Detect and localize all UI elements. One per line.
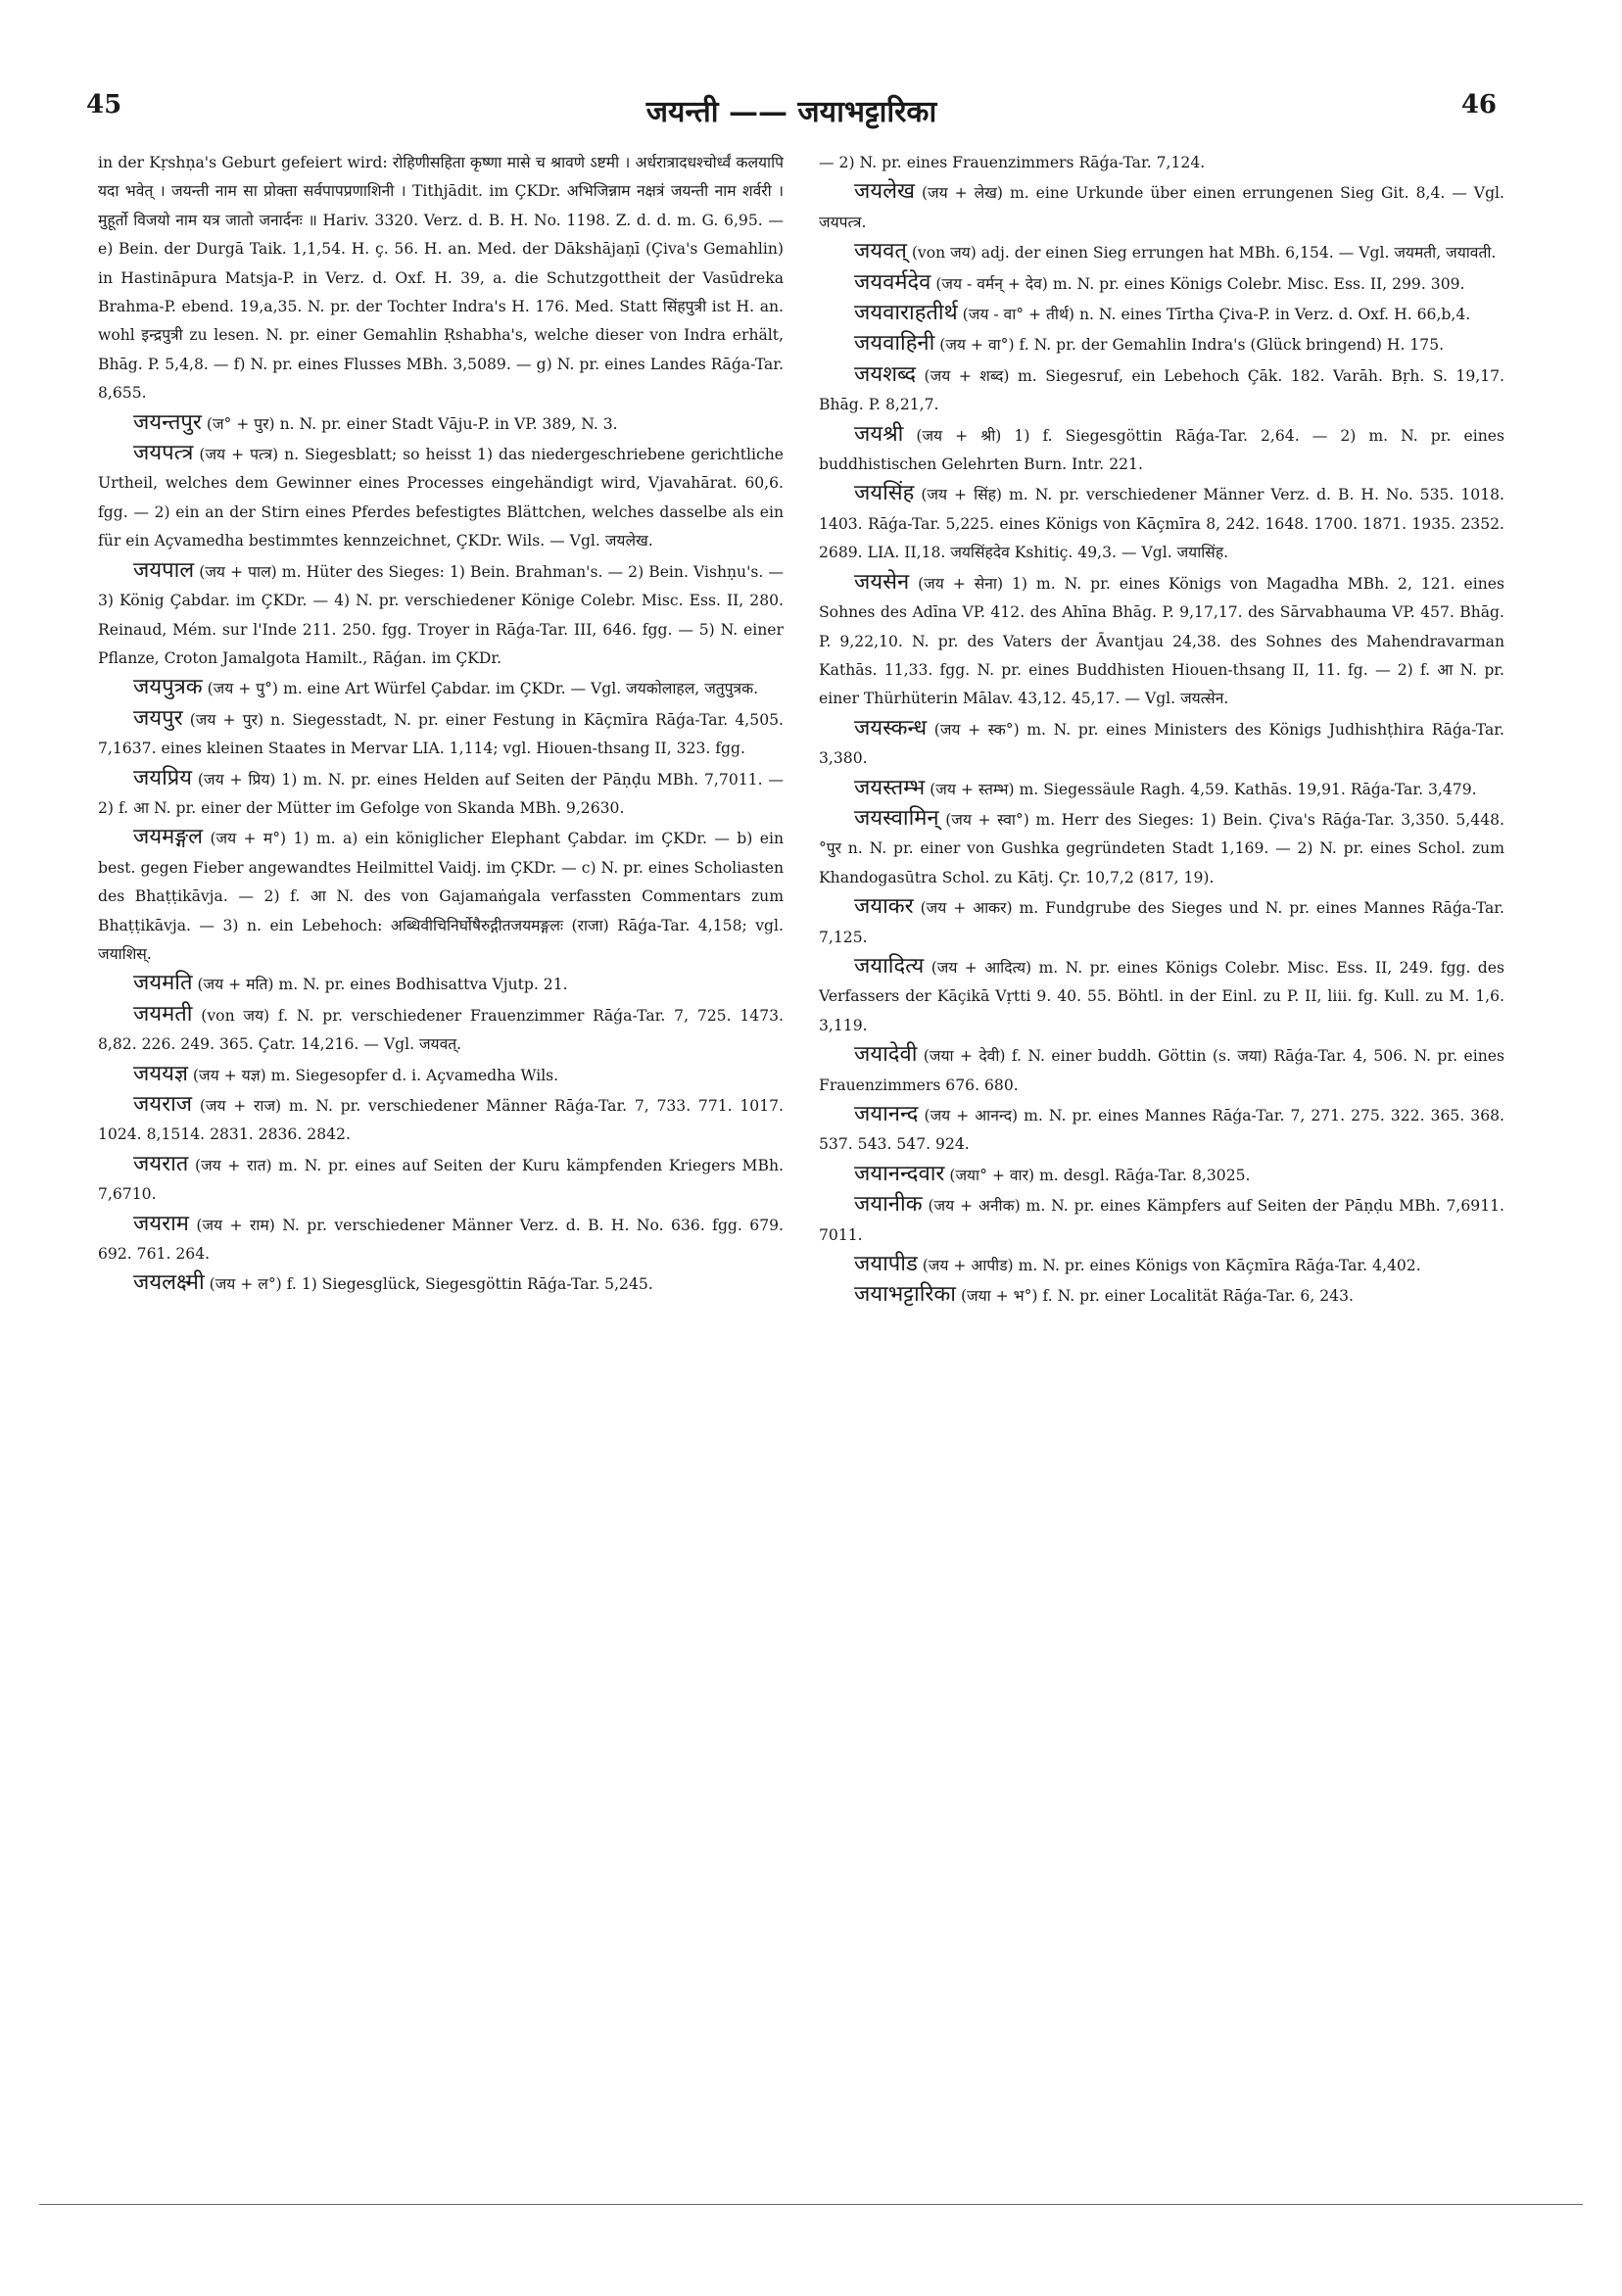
dictionary-entry [98, 1060, 784, 1090]
left-column [98, 149, 784, 1300]
entry-definition: (जया + देवी) f. N. einer buddh. Göttin (s. जया) Rāǵa-Tar. 4, 506. N. pr. eines Frauenzimmers 676. 680. [819, 1047, 1504, 1094]
entry-definition: (जय + लेख) m. eine Urkunde über einen errungenen Sieg Git. 8,4. — Vgl. जयपत्त्र. [819, 184, 1504, 231]
entry-headword: जयस्वामिन् [854, 805, 939, 831]
dictionary-entry [819, 420, 1504, 480]
entry-definition: (जय + अनीक) m. N. pr. eines Kämpfers auf Seiten der Pāṇḍu MBh. 7,6911. 7011. [819, 1197, 1504, 1244]
entry-headword: जयादेवी [854, 1042, 918, 1068]
entry-definition: (von जय) adj. der einen Sieg errungen hat MBh. 6,154. — Vgl. जयमती, जयावती. [906, 244, 1497, 263]
entry-headword: जयलेख [854, 179, 915, 205]
entry-headword: जयवर्मदेव [854, 269, 931, 295]
dictionary-entry [98, 439, 784, 556]
dictionary-entry [819, 1250, 1504, 1280]
entry-definition: — 2) N. pr. eines Frauenzimmers Rāǵa-Tar. 7,124. [819, 154, 1206, 171]
dictionary-entry [819, 804, 1504, 892]
entry-headword: जयाभट्टारिका [854, 1282, 956, 1308]
entry-definition: (ज° + पुर) n. N. pr. einer Stadt Vāju-P. in VP. 389, N. 3. [201, 414, 618, 433]
dictionary-entry [98, 1000, 784, 1060]
dictionary-entry [819, 1190, 1504, 1250]
dictionary-entry [98, 673, 784, 703]
entry-headword: जयसिंह [854, 481, 915, 506]
entry-headword: जयमङ्गल [133, 825, 204, 850]
entry-definition: (जय + आनन्द) m. N. pr. eines Mannes Rāǵa-Tar. 7, 271. 275. 322. 365. 368. 537. 543. 547. 924. [819, 1107, 1504, 1154]
entry-definition: (जया + भ°) f. N. pr. einer Localität Rāǵa-Tar. 6, 243. [956, 1287, 1354, 1306]
dictionary-entry [98, 556, 784, 674]
footer-rule [39, 2204, 1583, 2205]
dictionary-entry [98, 1150, 784, 1210]
entry-headword: जयरात [133, 1151, 189, 1176]
page-number-left: 45 [86, 90, 122, 120]
entry-definition: (जय + म°) 1) m. a) ein königlicher Elephant Çabdar. im ÇKDr. — b) ein best. gegen Fieber angewandtes Heilmittel Vaidj. im ÇKDr. — c) N. pr. eines Scholiasten des Bhaṭṭikāvja. — 2) f. आ N. des von Gajamaṅgala verfassten Commentars zum Bhaṭṭikāvja. — 3) n. ein Lebehoch: अब्धिवीचिनिर्घोषैरुद्गीतजयमङ्गलः (राजा) Rāǵa-Tar. 4,158; vgl. जयाशिस्. [98, 830, 784, 963]
dictionary-entry [819, 479, 1504, 567]
dictionary-entry [819, 568, 1504, 714]
entry-definition: (जय + आकर) m. Fundgrube des Sieges und N. pr. eines Mannes Rāǵa-Tar. 7,125. [819, 899, 1504, 946]
dictionary-entry [98, 704, 784, 764]
entry-headword: जयलक्ष्मी [133, 1270, 205, 1296]
entry-headword: जयानन्द [854, 1102, 919, 1126]
entry-definition: (जया° + वार) m. desgl. Rāǵa-Tar. 8,3025. [944, 1166, 1251, 1184]
dictionary-entry [819, 268, 1504, 299]
entry-headword: जयपाल [133, 557, 195, 583]
entry-headword: जयपत्त्र [133, 441, 194, 466]
entry-headword: जयपुत्रक [133, 675, 203, 700]
entry-definition: (जय + सिंह) m. N. pr. verschiedener Männer Verz. d. B. H. No. 535. 1018. 1403. Rāǵa-Tar. 5,225. eines Königs von Kāçmīra 8, 242. 1648. 1700. 1871. 1935. 2352. 2689. LIA. II,18. जयसिंहदेव Kshitiç. 49,3. — Vgl. जयासिंह. [819, 486, 1504, 562]
dictionary-entry [819, 714, 1504, 774]
entry-definition: (जय + आपीड) m. N. pr. eines Königs von Kāçmīra Rāǵa-Tar. 4,402. [917, 1257, 1421, 1275]
entry-headword: जयराम [133, 1211, 189, 1236]
dictionary-entry [819, 177, 1504, 237]
dictionary-entry [819, 1280, 1504, 1311]
entry-definition: (जय + स्तम्भ) m. Siegessäule Ragh. 4,59. Kathās. 19,91. Rāǵa-Tar. 3,479. [925, 780, 1477, 798]
dictionary-entry [819, 237, 1504, 267]
entry-headword: जयन्तपुर [133, 409, 202, 435]
entry-definition: (जय + प्रिय) 1) m. N. pr. eines Helden auf Seiten der Pāṇḍu MBh. 7,7011. — 2) f. आ N. pr. einer der Mütter im Gefolge von Skanda MBh. 9,2630. [98, 770, 784, 817]
dictionary-entry [98, 1210, 784, 1269]
entry-definition: (जय + मति) m. N. pr. eines Bodhisattva Vjutp. 21. [192, 976, 568, 994]
dictionary-entry [819, 1160, 1504, 1190]
entry-headword: जयानन्दवार [854, 1161, 945, 1186]
entry-definition: (जय + आदित्य) m. N. pr. eines Königs Colebr. Misc. Ess. II, 249. fgg. des Verfassers der Kāçikā Vṛtti 9. 40. 55. Böhtl. in der Einl. zu P. II, liii. fg. Kull. zu M. 1,6. 3,119. [819, 958, 1504, 1034]
entry-definition: (जय + श्री) 1) f. Siegesgöttin Rāǵa-Tar. 2,64. — 2) m. N. pr. eines buddhistischen Gelehrten Burn. Intr. 221. [819, 426, 1504, 474]
running-title: जयन्ती —— जयाभट्टारिका [645, 95, 937, 129]
dictionary-entry [819, 774, 1504, 804]
entry-headword: जयमती [133, 1001, 193, 1027]
dictionary-entry [819, 299, 1504, 329]
entry-headword: जयपुर [133, 705, 183, 731]
dictionary-entry [819, 360, 1504, 420]
dictionary-entry [819, 952, 1504, 1040]
dictionary-entry [98, 408, 784, 439]
entry-definition: (जय + ल°) f. 1) Siegesglück, Siegesgöttin Rāǵa-Tar. 5,245. [204, 1275, 653, 1294]
entry-definition: (जय + वा°) f. N. pr. der Gemahlin Indra's (Glück bringend) H. 175. [934, 336, 1445, 355]
entry-continuation [98, 149, 784, 408]
entry-headword: जययज्ञ [133, 1061, 188, 1086]
entry-definition: (जय + राम) N. pr. verschiedener Männer Verz. d. B. H. No. 636. fgg. 679. 692. 761. 264. [98, 1216, 784, 1264]
entry-headword: जयवाहिनी [854, 331, 935, 357]
dictionary-entry [98, 969, 784, 999]
entry-definition: (जय + स्वा°) m. Herr des Sieges: 1) Bein. Çiva's Rāǵa-Tar. 3,350. 5,448. °पुर n. N. pr. einer von Gushka gegründeten Stadt 1,169. — 2) N. pr. eines Schol. zum Khandogasūtra Schol. zu Kātj. Çr. 10,7,2 (817, 19). [819, 810, 1504, 886]
right-column [819, 149, 1504, 1312]
entry-headword: जयापीड [854, 1252, 918, 1277]
entry-definition: (जय + स्क°) m. N. pr. eines Ministers des Königs Judhishṭhira Rāǵa-Tar. 3,380. [819, 720, 1504, 768]
entry-definition: (जय - वर्मन् + देव) m. N. pr. eines Königs Colebr. Misc. Ess. II, 299. 309. [930, 274, 1465, 293]
dictionary-entry [819, 892, 1504, 952]
entry-headword: जयशब्द [854, 361, 917, 387]
entry-headword: जयस्तम्भ [854, 775, 926, 800]
entry-headword: जयानीक [854, 1192, 923, 1218]
entry-headword: जयस्कन्ध [854, 715, 928, 741]
entry-headword: जयश्री [854, 421, 904, 447]
entry-headword: जयप्रिय [133, 765, 193, 790]
entry-definition: (जय + राज) m. N. pr. verschiedener Männer Rāǵa-Tar. 7, 733. 771. 1017. 1024. 8,1514. 2831. 2836. 2842. [98, 1097, 784, 1144]
dictionary-entry [98, 1268, 784, 1299]
dictionary-entry [98, 764, 784, 824]
page-header [86, 90, 1497, 139]
entry-headword: जयवत् [854, 239, 907, 264]
entry-definition: (जय - वा° + तीर्थ) n. N. eines Tīrtha Çiva-P. in Verz. d. Oxf. H. 66,b,4. [957, 306, 1471, 324]
entry-headword: जयवाराहतीर्थ [854, 301, 958, 326]
entry-headword: जयसेन [854, 569, 910, 595]
dictionary-entry [819, 1040, 1504, 1100]
dictionary-entry [819, 1100, 1504, 1160]
entry-definition: (जय + यज्ञ) m. Siegesopfer d. i. Açvamedha Wils. [187, 1066, 559, 1084]
entry-headword: जयाकर [854, 894, 914, 920]
dictionary-entry [98, 1090, 784, 1150]
entry-definition: (जय + रात) m. N. pr. eines auf Seiten der Kuru kämpfenden Kriegers MBh. 7,6710. [98, 1156, 784, 1204]
entry-definition: (जय + पुर) n. Siegesstadt, N. pr. einer Festung in Kāçmīra Rāǵa-Tar. 4,505. 7,1637. eines kleinen Staates in Mervar LIA. 1,114; vgl. Hiouen-thsang II, 323. fgg. [98, 710, 784, 758]
dictionary-entry [819, 329, 1504, 359]
entry-headword: जयादित्य [854, 953, 925, 979]
entry-continuation [819, 149, 1504, 177]
entry-definition: (जय + पाल) m. Hüter des Sieges: 1) Bein. Brahman's. — 2) Bein. Vishṇu's. — 3) König Çabdar. im ÇKDr. — 4) N. pr. verschiedener Könige Colebr. Misc. Ess. II, 280. Reinaud, Mém. sur l'Inde 211. 250. fgg. Troyer in Rāǵa-Tar. III, 646. fgg. — 5) N. einer Pflanze, Croton Jamalgota Hamilt., Rāǵan. im ÇKDr. [98, 562, 784, 667]
entry-definition: (जय + शब्द) m. Siegesruf, ein Lebehoch Çāk. 182. Varāh. Bṛh. S. 19,17. Bhāg. P. 8,21,7. [819, 366, 1504, 414]
dictionary-entry [98, 823, 784, 969]
entry-definition: (जय + सेना) 1) m. N. pr. eines Königs von Magadha MBh. 2, 121. eines Sohnes des Adīna VP. 412. des Ahīna Bhāg. P. 9,17,17. des Sārvabhauma VP. 457. Bhāg. P. 9,22,10. N. pr. des Vaters der Āvantjau 24,38. des Sohnes des Mahendravarman Kathās. 11,33. fgg. N. pr. eines Buddhisten Hiouen-thsang II, 11. fg. — 2) f. आ N. pr. einer Thürhüterin Mālav. 43,12. 45,17. — Vgl. जयत्सेन. [819, 574, 1504, 708]
entry-definition: (जय + पत्त्र) n. Siegesblatt; so heisst 1) das niedergeschriebene gerichtliche Urtheil, welches dem Gewinner eines Processes eingehändigt wird, Vjavahārat. 60,6. fgg. — 2) ein an der Stirn eines Pferdes befestigtes Blättchen, welches dasselbe als ein für ein Açvamedha bestimmtes kennzeichnet, ÇKDr. Wils. — Vgl. जयलेख. [98, 446, 784, 550]
entry-definition: (von जय) f. N. pr. verschiedener Frauenzimmer Rāǵa-Tar. 7, 725. 1473. 8,82. 226. 249. 365. Çatr. 14,216. — Vgl. जयवत्. [98, 1006, 784, 1054]
entry-definition: (जय + पु°) m. eine Art Würfel Çabdar. im ÇKDr. — Vgl. जयकोलाहल, जतुपुत्रक. [202, 680, 759, 698]
entry-headword: जयमति [133, 971, 193, 996]
entry-headword: जयराज [133, 1092, 193, 1117]
page-number-right: 46 [1460, 90, 1497, 120]
entry-definition: in der Kṛshṇa's Geburt gefeiert wird: रोहिणीसहिता कृष्णा मासे च श्रावणे ऽष्टमी । अर्धरात्रादधश्चोर्ध्वं कलयापि यदा भवेत् । जयन्ती नाम सा प्रोक्ता सर्वपापप्रणाशिनी । Tithjādit. im ÇKDr. अभिजिन्नाम नक्षत्रं जयन्ती नाम शर्वरी । मुहूर्तो विजयो नाम यत्र जातो जनार्दनः ॥ Hariv. 3320. Verz. d. B. H. No. 1198. Z. d. d. m. G. 6,95. — e) Bein. der Durgā Taik. 1,1,54. H. ç. 56. H. an. Med. der Dākshājaṇī (Çiva's Gemahlin) in Hastināpura Matsja-P. in Verz. d. Oxf. H. 39, a. die Schutzgottheit der Vasūdreka Brahma-P. ebend. 19,a,35. N. pr. der Tochter Indra's H. 176. Med. Statt सिंहपुत्री ist H. an. wohl इन्द्रपुत्री zu lesen. N. pr. einer Gemahlin Ṛshabha's, welche dieser von Indra erhält, Bhāg. P. 5,4,8. — f) N. pr. eines Flusses MBh. 3,5089. — g) N. pr. eines Landes Rāǵa-Tar. 8,655. [98, 154, 784, 403]
